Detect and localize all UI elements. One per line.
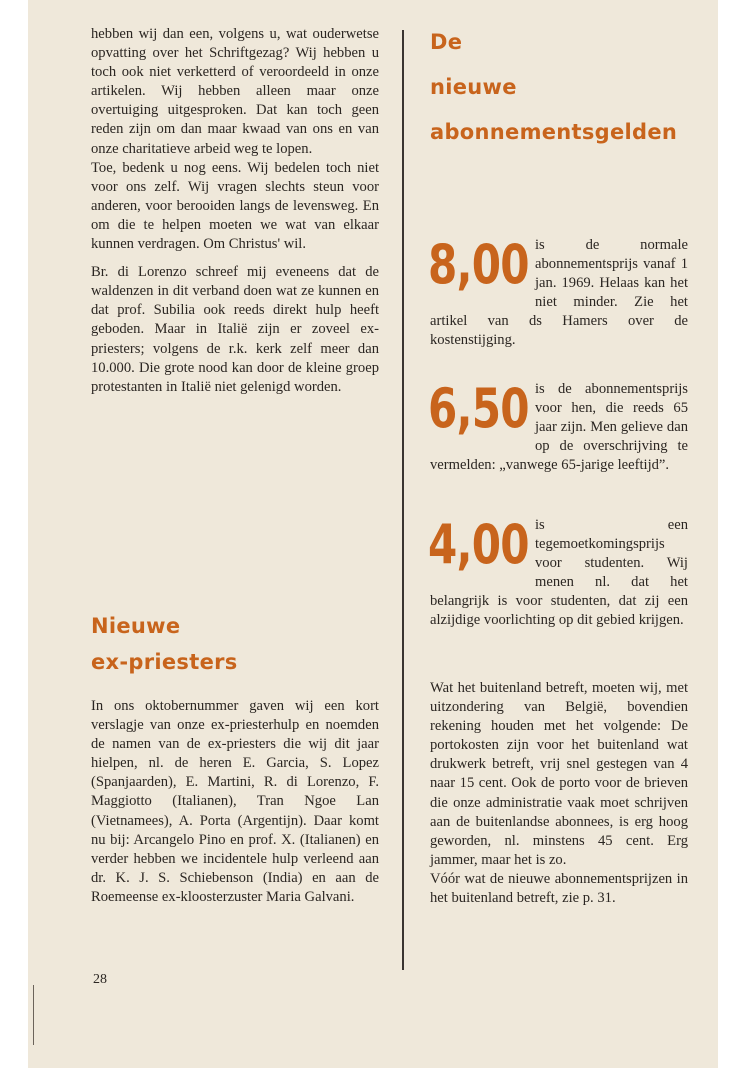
left-column [91,25,379,397]
page-number: 28 [93,972,107,987]
paragraph: Vóór wat de nieuwe abonnementsprijzen in het buitenland betreft, zie p. 31. [430,870,688,907]
paragraph: Br. di Lorenzo schreef mij eveneens dat de waldenzen in dit verband doen wat ze kunnen en dat prof. Subilia ook reeds direkt hulp heeft geboden. Maar in Italië zijn er zoveel ex-priesters; volgens de r.k. kerk zelf meer dan 10.000. Die grote nood kan door de kleine groep protestanten in Italië niet gelenigd worden. [91,264,379,395]
price1-text [428,233,688,351]
price3-description: is een tegemoetkomingsprijs voor studenten. Wij menen nl. dat het belangrijk is voor studenten, dat zij een alzijdige voorlichting op dit gebied krijgen. [430,517,688,629]
price3-text [428,513,688,631]
price1-description: is de normale abonnementsprijs vanaf 1 jan. 1969. Helaas kan het niet minder. Zie het artikel van ds Hamers over de kostenstijging. [430,237,688,349]
column-divider [402,30,404,970]
paragraph: hebben wij dan een, volgens u, wat ouderwetse opvatting over het Schriftgezag? Wij hebben u toch ook niet verketterd of veroordeeld in onze artikelen. Wij hebben alleen maar onze overtuiging uitgesproken. Dat kan toch geen reden zijn om dan maar kwaad van ons en van onze charitatieve arbeid weg te lopen. [91,26,379,157]
right-heading-line3: abonnementsgelden [430,120,678,144]
section-heading-line2: ex-priesters [91,650,238,674]
paragraph: Toe, bedenk u nog eens. Wij bedelen toch niet voor ons zelf. Wij vragen slechts steun voor anderen, voor berooiden langs de levensweg. En om die te helpen moeten we wat van elkaar kunnen verdragen. Om Christus' wil. [91,159,379,253]
right-column-lower [430,679,688,908]
price-6-50: 6,50 [428,377,529,440]
left-column-lower [91,697,379,907]
price-8-00: 8,00 [428,233,529,296]
right-heading-line2: nieuwe [430,75,517,99]
scan-edge-line [33,985,34,1045]
price2-description: is de abonnementsprijs voor hen, die reeds 65 jaar zijn. Men gelieve dan op de overschrijving te vermelden: „vanwege 65-jarige leeftijd”. [430,381,688,474]
right-heading-line1: De [430,30,463,54]
price-4-00: 4,00 [428,513,529,576]
paragraph: Wat het buitenland betreft, moeten wij, met uitzondering van België, bovendien rekening houden met het volgende: De portokosten zijn voor het buitenland wat drukwerk betreft, vrij snel gestegen van 4 naar 15 cent. Ook de porto voor de brieven die onze administratie vaak moet schrijven aan de buitenlandse abonnees, is erg hoog geworden, nl. minstens 45 cent. Erg jammer, maar het is zo. [430,680,688,868]
section-heading-line1: Nieuwe [91,614,181,638]
price2-text [428,377,688,475]
paragraph: In ons oktobernummer gaven wij een kort verslagje van onze ex-priesterhulp en noemden de namen van de ex-priesters die wij dit jaar hielpen, nl. de heren E. Garcia, S. Lopez (Spanjaarden), E. Martini, R. di Lorenzo, F. Maggiotto (Italianen), Tran Ngoe Lan (Vietnamees), A. Porta (Argentijn). Daar komt nu bij: Arcangelo Pino en prof. X. (Italianen) en verder hebben we incidentele hulp verleend aan dr. K. J. S. Schiebenson (India) en aan de Roemeense ex-kloosterzuster Maria Galvani. [91,698,379,905]
